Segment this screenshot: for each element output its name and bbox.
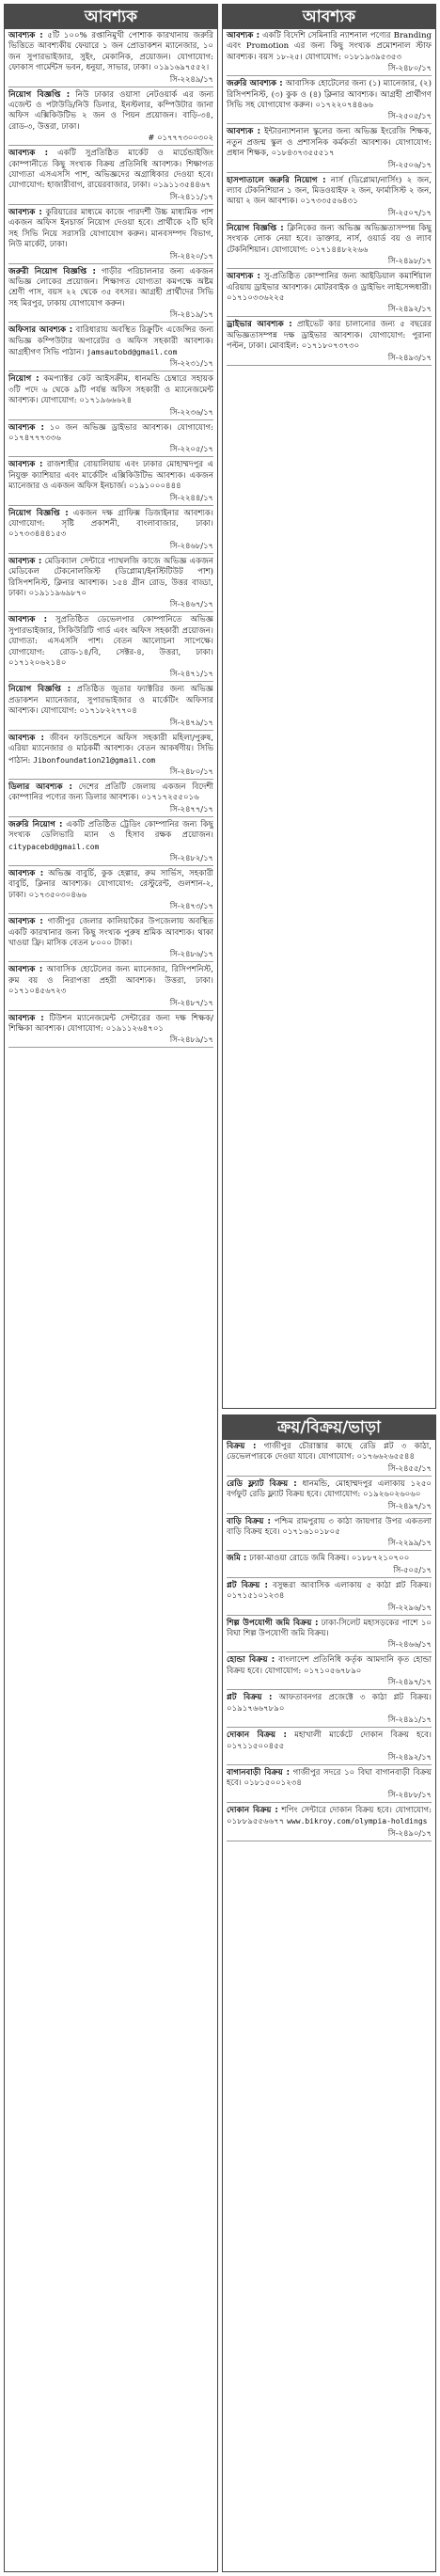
- ad-heading: আবশ্যক :: [227, 127, 261, 137]
- ad-body: আবাসিক হোটেলের জন্য ম্যানেজার, রিসিপশনিস্ট, রুম বয় ও নিরাপত্তা প্রহরী আবশ্যক। উত্তরা, ঢাকা। ০১৭১০৪৫৬৭২৩: [8, 965, 213, 997]
- classified-ad: [8, 615, 213, 669]
- classified-ad: [8, 782, 213, 804]
- classified-ad: [8, 557, 213, 600]
- ad-code: সি-২২৯৬/১৭: [387, 1602, 432, 1612]
- ad-heading: দোকান বিক্রয় :: [227, 1805, 278, 1815]
- ad-divider: [227, 268, 432, 269]
- ad-divider: [8, 816, 213, 817]
- ad-body: আফতাবনগর প্রজেক্টে ৩ কাঠা প্লট বিক্রয়। ০১৯১৭৬৬৭৮৯০: [227, 1693, 432, 1714]
- ad-code: সি-২৪৬৭/১৭: [169, 599, 213, 609]
- ad-code: সি-২৪১১/১৭: [169, 191, 213, 201]
- ad-heading: আবশ্যক :: [8, 965, 43, 975]
- ad-code: সি-২৪৭৭/১৭: [169, 803, 213, 814]
- ad-divider: [227, 1550, 432, 1551]
- ad-divider: [227, 316, 432, 317]
- ad-body: নিউ ঢাকার ওয়াসা নেটওয়ার্ক এর জন্য এজেন্ট ও পটাউডি/নিউ ডিলার, ইনস্টলার, কম্পিউটার জানা অফিস এক্সিকিউটিভ ২ জন ও পিয়ন প্রয়োজন। বাড়ি-৩৪, রোড-৩, উত্তরা, ঢাকা।: [8, 89, 214, 132]
- ad-code: সি-২৫০৫/১৭: [387, 111, 432, 121]
- ad-body: ইন্টারন্যাশনাল স্কুলের জন্য অভিজ্ঞ ইংরেজি শিক্ষক, নতুন প্রজন্ম স্কুল ও প্রশাসনিক কর্মকর্তা আবশ্যক। যোগাযোগ: প্রধান শিক্ষক, ০১৮৪৩৭৩৫৫৫১৭: [227, 127, 432, 159]
- classified-ad: [8, 208, 213, 251]
- ad-email: jamsautobd@gmail.com: [86, 347, 178, 356]
- ad-body: গাজীপুর জেলার কালিয়াকৈর উপজেলায় অবস্থিত একটি কারখানার জন্য কিছু সংখ্যক পুরুষ শ্রমিক আবশ্যক। থাকা খাওয়া ফ্রি। মাসিক বেতন ৮০০০ টাকা।: [8, 917, 214, 948]
- ad-body: সুপ্রতিষ্ঠিত ডেভেলপার কোম্পানিতে অভিজ্ঞ সুপারভাইজার, সিকিউরিটি গার্ড এবং অফিস সহকারী প্রয়োজন। যোগ্যতা: এসএসসি পাশ। বেতন আলোচনা সাপেক্ষে। যোগাযোগ: রোড-১৪/বি, সেক্টর-৪, উত্তরা, ঢাকা। ০১৭১২০৬২১৪০: [8, 615, 213, 669]
- ad-heading: আবশ্যক :: [8, 207, 42, 217]
- classified-ad: [227, 127, 432, 159]
- ad-divider: [8, 1010, 213, 1011]
- ad-divider: [227, 1615, 432, 1616]
- ad-divider: [227, 1577, 432, 1578]
- classified-ad: [227, 272, 432, 304]
- ad-heading: নিয়োগ বিজ্ঞপ্তি :: [8, 508, 69, 518]
- ad-heading: আবশ্যক :: [8, 615, 48, 625]
- classified-ad: [227, 1655, 432, 1677]
- ad-divider: [227, 365, 432, 366]
- ad-divider: [8, 505, 213, 506]
- ad-divider: [8, 1047, 213, 1048]
- ad-body: একটি প্রতিষ্ঠিত ট্রেডিং কোম্পানির জন্য কিছু সংখ্যক ডেলিভারি ম্যান ও হিসাব রক্ষক প্রয়োজন।: [8, 819, 213, 841]
- ad-divider: [8, 913, 213, 914]
- ad-divider: [227, 1651, 432, 1652]
- classified-ad: [227, 1442, 432, 1463]
- ad-heading: নিয়োগ :: [8, 374, 39, 385]
- ad-body: ধানমন্ডি, মোহাম্মদপুর এলাকায় ১২৫০ বর্গফুট রেডি ফ্ল্যাট বিক্রয় হবে। যোগাযোগ: ০১৯২৬০২৬০৬০: [227, 1478, 432, 1500]
- ad-code: সি-২৪৯০/১৭: [387, 1827, 432, 1838]
- ad-body: সু-প্রতিষ্ঠিত কোম্পানির জন্য আইডিয়াল কমার্শিয়াল এরিয়ায় ড্রাইভার আবশ্যক। মোটরবাইক ও ড্রাইভিং লাইসেন্সধারী। ০১৭১০৩৩৬২২৫: [227, 272, 432, 303]
- ad-heading: আবশ্যক :: [227, 272, 260, 282]
- ad-code: সি-২৫০৭/১৭: [387, 207, 432, 217]
- ad-body: কমপ্যাক্টর কেট আইসক্রীম, ধানমন্ডি চেম্বারে সহায়ক ৩টি পদে ৬ থেকে ৯টি পর্যন্ত অফিস সহকারী ও ম্যানেজমেন্ট আবশ্যক। যোগাযোগ: ০১৭১৯৬৬৬২৪: [8, 374, 213, 406]
- ad-body: পশ্চিম রামপুরায় ৩ কাঠা জায়গার উপর একতলা বাড়ি বিক্রয় হবে। ০১৭১৬১০১৮০৫: [227, 1516, 432, 1538]
- ad-heading: হোন্ডা বিক্রয় :: [227, 1655, 275, 1666]
- ad-heading: ডিলার আবশ্যক :: [8, 782, 72, 792]
- ad-heading: প্লট বিক্রয় :: [227, 1693, 273, 1703]
- ad-heading: বাগানবাড়ী বিক্রয় :: [227, 1767, 291, 1778]
- ad-body: কুরিয়ারের মাধ্যমে কাজে পারদর্শী উচ্চ মাধ্যমিক পাশ একজন অফিস ইনচার্জ নিয়োগ দেওয়া হবে। প্রার্থীকে ২টি ছবি সহ সিভি নিয়ে সরাসরি যোগাযোগ করুন। মানবসম্পদ বিভাগ, নিউ মার্কেট, ঢাকা।: [8, 207, 213, 250]
- ad-email: citypacebd@gmail.com: [8, 842, 100, 851]
- classified-ad: [8, 734, 213, 766]
- ad-body: গাজীপুর সদরে ১০ বিঘা বাগানবাড়ী বিক্রয় হবে। ০১৮১৫০০১২৩৪: [227, 1767, 432, 1789]
- ad-divider: [227, 123, 432, 124]
- ad-heading: জরুরি আবশ্যক :: [227, 79, 283, 89]
- ad-code: সি-২৪৬৮/১৭: [169, 540, 213, 550]
- ad-code: সি-২৪৯২/১৭: [387, 304, 432, 314]
- ad-body: টিউশন ম্যানেজমেন্ট সেন্টারের জন্য দক্ষ শিক্ষক/শিক্ষিকা আবশ্যক। যোগাযোগ: ০১৯১১২৬৪৭০১: [8, 1013, 214, 1034]
- classified-ad: [227, 1479, 432, 1501]
- ad-body: একজন দক্ষ গ্রাফিক্স ডিজাইনার আবশ্যক। যোগাযোগ: সৃষ্টি প্রকাশনী, বাংলাবাজার, ঢাকা। ০১৭৩৩৪৪৪১৫৩: [8, 508, 213, 540]
- ad-body: একটি বিদেশি সেমিনারি ন্যাশনাল পণ্যের Branding এবং Promotion এর জন্য কিছু সংখ্যক প্রমোশনাল স্টাফ আবশ্যক। বয়স ১৮-২৫। যোগাযোগ: ০১৮১৯৩৯৫৩৫৩: [227, 31, 432, 62]
- ad-code: সি-২৪৯৮/১৭: [387, 256, 432, 266]
- ad-heading: বাড়ি বিক্রয় :: [227, 1516, 271, 1526]
- ad-code: সি-২৪৯৭/১৭: [387, 1500, 432, 1510]
- classified-ad: [8, 31, 213, 74]
- ad-code: সি-২৪১৯/১৭: [169, 309, 213, 320]
- ad-heading: আবশ্যক :: [8, 422, 44, 433]
- ad-body: বসুন্ধরা আবাসিক এলাকায় ৫ কাঠা প্লট বিক্রয়। ০১৭১৫১০১২৩৪: [227, 1580, 432, 1602]
- ad-divider: [8, 681, 213, 682]
- ad-body: মহাখালী মার্কেটে দোকান বিক্রয় হবে। ০১৭১১৫০০৪৫৫: [227, 1731, 432, 1751]
- ad-body: রাজশাহীর বোয়ালিয়ায় এবং ঢাকার মোহাম্মদপুর এ নিযুক্ত ক্যাশিয়ার এবং মার্কেটিং এক্সিকিউটিভ আবশ্যক। একজন ম্যানেজার ও একজন অফিস ইনচার্জ। ০১৯১০০০৪৪৪: [8, 460, 214, 492]
- ad-code: সি-২২৪৯/১৭: [169, 73, 213, 84]
- ad-code: # ০১৭৭৭৩০০৩০২: [148, 133, 213, 143]
- ad-body: জীবন ফাউন্ডেশনে অফিস সহকারী মহিলা/পুরুষ, এরিয়া ম্যানেজার ও মাঠকর্মী আবশ্যক। বেতন আকর্ষণীয়। সিভি পাঠান:: [8, 733, 214, 766]
- classified-ad: [8, 509, 213, 541]
- ad-code: সি-২২৩১/১৭: [169, 358, 213, 369]
- ad-list: [223, 1440, 435, 1841]
- ad-heading: হাসপাতালে জরুরি নিয়োগ :: [227, 175, 326, 185]
- classified-ad: [227, 1768, 432, 1790]
- ad-code: সি-২৪৮২/১৭: [169, 852, 213, 862]
- classified-ad: [8, 460, 213, 492]
- ad-code: সি-২৪৮৬/১৭: [169, 949, 213, 959]
- ad-body: ১০ জন অভিজ্ঞ ড্রাইভার আবশ্যক। যোগাযোগ: ০১৭৪৭৭৭৩৩৬: [8, 422, 213, 443]
- ad-code: সি-২৪৭৩/১৭: [169, 901, 213, 911]
- classified-ad: [227, 320, 432, 352]
- column-header: ক্রয়/বিক্রয়/ভাড়া: [223, 1415, 435, 1440]
- ad-heading: নিয়োগ বিজ্ঞপ্তি :: [8, 89, 71, 100]
- ad-code: সি-২৪৮০/১৭: [387, 63, 432, 73]
- ad-divider: [8, 263, 213, 264]
- classified-ad: [8, 820, 213, 853]
- ad-body: গাড়ীর পরিচালনার জন্য একজন অভিজ্ঞ লোকের প্রয়োজন। শিক্ষাগত যোগ্যতা কমপক্ষে অষ্টম শ্রেণী পাস, বয়স ২২ থেকে ৩৫ বৎসর। আগ্রহী প্রার্থীদের সিভি সহ মিরপুর, ঢাকায় যোগাযোগ করুন।: [8, 266, 214, 308]
- ad-divider: [8, 730, 213, 731]
- ad-body: প্রতিষ্ঠিত জুতার ফ্যাক্টরির জন্য অভিজ্ঞ প্রডাকশন ম্যানেজার, সুপারভাইজার ও মার্কেটিং অফিসার আবশ্যক। যোগাযোগ: ০১৭১৮২২৭৭০৪: [8, 685, 214, 717]
- ad-divider: [8, 204, 213, 205]
- ad-divider: [8, 865, 213, 866]
- ad-divider: [227, 172, 432, 173]
- ad-divider: [8, 779, 213, 780]
- ad-code: সি-২২৪৪/১৭: [169, 492, 213, 502]
- ad-heading: ড্রাইভার আবশ্যক :: [227, 320, 292, 330]
- ad-divider: [8, 322, 213, 323]
- ad-body: ৫টি ১০০% রপ্তানিমুখী পোশাক কারখানায় জরুরি ভিত্তিতে আবশ্যকীয় ফেয়ারে ১ জন প্রোডাকশন ম্যানেজার, ১০ জন সুপারভাইজার, সুইং, মেকানিক, প্রয়োজন। যোগাযোগ: ফোকাস গার্মেন্টস ভবন, ধনুয়া, সাভার, ঢাকা। ০১৯১৬৯৭৫৫২।: [8, 31, 213, 73]
- ad-body: একটি সুপ্রতিষ্ঠিত মার্কেট ও মার্চেন্ডাইজিং কোম্পানীতে কিছু সংখ্যক বিক্রয় প্রতিনিধি আবশ্যক। শিক্ষাগত যোগ্যতা এসএসসি পাশ, অভিজ্ঞদের অগ্রাধিকার দেওয়া হবে। যোগাযোগ: হাজারীবাগ, রায়েরবাজার, ঢাকা। ০১৯১১৩৫৪৪৬৭: [8, 149, 214, 191]
- column-wanted-left: [4, 4, 218, 2572]
- ad-body: মেডিক্যাল সেন্টারে প্যাথলজি কাজে অভিজ্ঞ একজন মেডিকেল টেকনোলজিস্ট (ডিপ্লোমা/ইনস্টিটিউট পাশ) রিসিপশনিস্ট, ক্লিনার আবশ্যক। ১৫৪ গ্রীন রোড, উত্তর বাড্ডা, ঢাকা। ০১৯১১৯৬৯৮৭০: [8, 556, 213, 599]
- ad-email: Jibonfoundation21@gmail.com: [33, 755, 156, 765]
- ad-divider: [8, 961, 213, 962]
- classified-ad: [227, 79, 432, 111]
- ad-divider: [227, 1727, 432, 1728]
- ad-divider: [8, 419, 213, 420]
- ad-code: সি-২২৩৬/১৭: [169, 406, 213, 417]
- ad-body: গাজীপুর চৌরাস্তার কাছে রেডি প্লট ৩ কাঠা, ডেভেলপারকে দেওয়া যাবে। যোগাযোগ: ০১৭৬৬২৬৫৫৪৪: [227, 1442, 432, 1462]
- classified-ad: [227, 176, 432, 208]
- ad-divider: [227, 1476, 432, 1477]
- ad-body: ক্লিনিকের জন্য অভিজ্ঞ অভিজ্ঞতাসম্পন্ন কিছু সংখ্যক লোক নেয়া হবে। ডাক্তার, নার্স, ওয়ার্ড বয় ও ল্যাব টেকনিশিয়ান। যোগাযোগ: ০১৭১৪৪৮২২৬৬: [227, 223, 432, 255]
- ad-body: শপিং সেন্টারে দোকান বিক্রয় হবে। যোগাযোগ: ০১৮৮৯৫৫৬৬৭৭: [227, 1805, 432, 1827]
- ad-heading: রেডি ফ্ল্যাট বিক্রয় :: [227, 1478, 297, 1489]
- classified-ad: [8, 149, 213, 192]
- ad-code: সি-২৪৯২/১৭: [387, 1751, 432, 1762]
- ad-code: সি-২২৯৯/১৭: [387, 1538, 432, 1548]
- ad-divider: [227, 220, 432, 221]
- ad-divider: [227, 75, 432, 76]
- classified-ad: [227, 1806, 432, 1828]
- classified-ad: [227, 1581, 432, 1603]
- ad-code: সি-২৪৯১/১৭: [387, 1715, 432, 1725]
- classified-ad: [227, 224, 432, 256]
- ad-divider: [8, 611, 213, 612]
- classified-ad: [8, 374, 213, 406]
- ad-code: সি-২৪৬৬/১৭: [387, 1639, 432, 1650]
- classified-ad: [227, 1619, 432, 1640]
- ad-email: www.bikroy.com/olympia-holdings: [287, 1817, 428, 1826]
- classified-ad: [8, 965, 213, 997]
- ad-body: বারিধারায় অবস্থিত রিক্রুটিং এজেন্সির জন্য অভিজ্ঞ কম্পিউটার অপারেটর ও অফিস সহকারী আবশ্যক। আগ্রহীগণ সিভি পাঠান।: [8, 325, 213, 357]
- ad-code: সি-২৪৯৭/১৭: [387, 1677, 432, 1687]
- ad-body: দেশের প্রতিটি জেলায় একজন বিদেশী কোম্পানির পণ্যের জন্য ডিলার আবশ্যক। ০১৭১৭২৫৫০১৬: [8, 782, 213, 803]
- ad-list: [223, 29, 435, 366]
- ad-code: সি-২৪৭১/১৭: [169, 669, 213, 679]
- classified-ad: [227, 1731, 432, 1752]
- ad-heading: আবশ্যক :: [8, 31, 43, 40]
- classified-ad: [227, 1554, 432, 1564]
- ad-heading: আবশ্যক :: [8, 868, 44, 878]
- ad-heading: শিল্প উপযোগী জমি বিক্রয় :: [227, 1618, 319, 1628]
- ad-heading: আবশ্যক :: [8, 149, 49, 159]
- classified-ad: [227, 31, 432, 63]
- ad-heading: আবশ্যক :: [8, 1013, 44, 1023]
- ad-code: সি-২৫০৬/১৭: [387, 159, 432, 169]
- ad-heading: আবশ্যক :: [8, 917, 43, 927]
- ad-heading: প্লট বিক্রয় :: [227, 1580, 268, 1590]
- ad-divider: [8, 456, 213, 457]
- ad-body: বাংলাদেশ প্রতিনিধি কর্তৃক আমদানি কৃত হোন্ডা বিক্রয় হবে। যোগাযোগ: ০১৭১০৫৬৭৮৯০: [227, 1655, 432, 1676]
- ad-list: [5, 29, 217, 1048]
- column-header: আবশ্যক: [5, 5, 217, 29]
- ad-divider: [8, 145, 213, 146]
- ad-body: ঢাকা-মাওয়া রোডে জমি বিক্রয়। ০১৮৮৭২১০৭০০: [249, 1554, 410, 1564]
- ad-code: সি-২৪৮৯/১৭: [169, 1035, 213, 1045]
- ad-code: সি-২৪৮৮/১৭: [387, 1789, 432, 1799]
- classified-ad: [8, 423, 213, 445]
- ad-heading: নিয়োগ বিজ্ঞপ্তি :: [227, 223, 284, 233]
- ad-body: আবাসিক হোটেলের জন্য (১) ম্যানেজার, (২) রিসিপশনিস্ট, (৩) কুক ও (৪) ক্লিনার আবশ্যক। আগ্রহী প্রার্থীগণ সিভি সহ যোগাযোগ করুন। ০১৭২২০৭৪৪৬৬: [227, 79, 432, 111]
- ad-heading: জরুরী নিয়োগ বিজ্ঞপ্তি :: [8, 266, 96, 277]
- ad-code: সি-২২০৫/১৭: [169, 444, 213, 454]
- column-header: আবশ্যক: [223, 5, 435, 29]
- ad-heading: আবশ্যক :: [8, 556, 42, 566]
- classified-ad: [8, 869, 213, 901]
- classified-ad: [8, 90, 213, 134]
- ad-heading: আবশ্যক :: [8, 733, 44, 743]
- ad-code: সি-২৪৭৯/১৭: [169, 717, 213, 727]
- ad-code: সি-২৪৮০/১৭: [169, 766, 213, 776]
- classified-ad: [227, 1693, 432, 1715]
- classified-ad: [8, 685, 213, 717]
- ad-heading: নিয়োগ বিজ্ঞপ্তি :: [8, 685, 71, 695]
- ad-divider: [227, 1802, 432, 1803]
- ad-code: সি-২৪৮৭/১৭: [169, 997, 213, 1007]
- column-wanted-right: [222, 4, 436, 1409]
- classified-ad: [8, 1014, 213, 1035]
- ad-body: অভিজ্ঞ বাবুর্চি, কুক হেল্পার, রুম সার্ভিস, সহকারী বাবুর্চি, ক্লিনার আবশ্যক। যোগাযোগ: রেস্টুরেন্ট, গুলশান-২, ঢাকা। ০১৭৩৫০৩০৪৬৬: [8, 868, 214, 900]
- classified-ad: [8, 325, 213, 358]
- ad-heading: দোকান বিক্রয় :: [227, 1731, 287, 1741]
- ad-divider: [227, 1689, 432, 1690]
- ad-code: সি-৫০৫/১৭: [393, 1564, 432, 1574]
- ad-heading: আবশ্যক :: [8, 460, 43, 470]
- ad-divider: [8, 553, 213, 554]
- ad-heading: জমি :: [227, 1554, 247, 1564]
- ad-heading: আবশ্যক :: [227, 31, 260, 40]
- classified-ad: [8, 267, 213, 310]
- ad-code: সি-২৪৫৫/১৭: [387, 1462, 432, 1473]
- ad-divider: [227, 1513, 432, 1514]
- ad-code: সি-২৪৯৩/১৭: [387, 352, 432, 362]
- classified-ad: [227, 1517, 432, 1539]
- ad-heading: অফিসার আবশ্যক :: [8, 325, 73, 336]
- ad-code: সি-২৪২০/১৭: [169, 250, 213, 261]
- ad-body: ঢাকা-সিলেট মহাসড়কের পাশে ১০ বিঘা শিল্প উপযোগী জমি বিক্রয়।: [227, 1618, 432, 1639]
- ad-body: নার্স (ডিপ্লোমা/নার্সিং) ২ জন, ল্যাব টেকনিশিয়ান ১ জন, মিডওয়াইফ ২ জন, ফার্মাসিস্ট ২ জন, আয়া ২ জন আবশ্যক। ০১৭৩৩৫৫৬৪৩১: [227, 175, 432, 207]
- ad-heading: বিক্রয় :: [227, 1442, 257, 1451]
- ad-heading: জরুরি নিয়োগ :: [8, 819, 63, 830]
- ad-body: প্রাইভেট কার চালানোর জন্য ৫ বছরের অভিজ্ঞতাসম্পন্ন দক্ষ ড্রাইভার আবশ্যক। যোগাযোগ: পুরানা পল্টন, ঢাকা। মোবাইল: ০১৭১৮০৭৩৭৩০: [227, 320, 432, 352]
- ad-divider: [227, 1764, 432, 1765]
- classified-ad: [8, 917, 213, 949]
- column-buy-sell-rent: [222, 1414, 436, 2572]
